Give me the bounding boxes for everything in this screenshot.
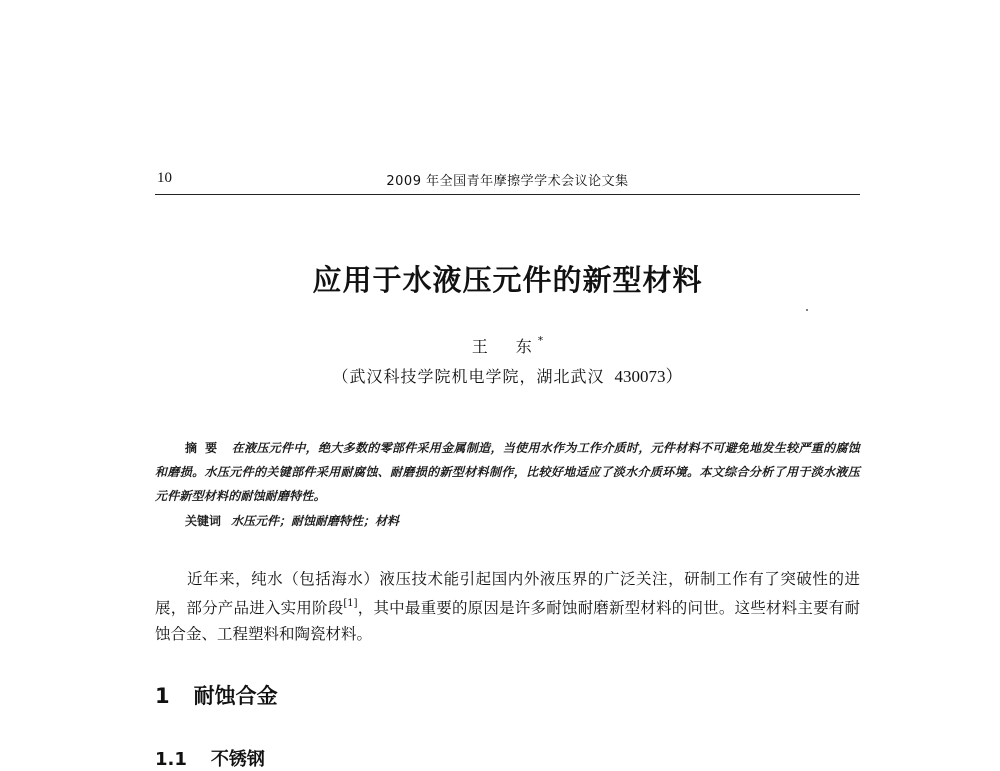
abstract <box>155 436 860 508</box>
author-footnote-mark: * <box>537 333 544 347</box>
reference-citation: [1] <box>343 598 358 609</box>
section-1-1-title: 不锈钢 <box>210 749 265 770</box>
zip-code: 430073） <box>614 367 683 386</box>
page-number: 10 <box>157 170 172 186</box>
scan-speck <box>806 309 808 311</box>
intro-text-part2: ，其中最重要的原因是许多耐蚀耐磨新型材料的问世。这些材料主要有耐蚀合金、工程塑料和陶瓷材料。 <box>155 599 860 644</box>
journal-title: 2009 年全国青年摩擦学学术会议论文集 <box>386 174 629 189</box>
affiliation-text: （武汉科技学院机电学院，湖北武汉 <box>332 367 605 386</box>
intro-text-part1: 近年来，纯水（包括海水）液压技术能引起国内外液压界的广泛关注，研制工作有了突破性的进展，部分产品进入实用阶段 <box>155 570 860 618</box>
section-1-1-number: 1.1 <box>155 749 187 770</box>
keywords <box>185 509 860 533</box>
section-1-title: 耐蚀合金 <box>193 684 278 708</box>
section-heading-1-1 <box>155 745 265 771</box>
abstract-label: 摘要 <box>185 441 226 455</box>
intro-paragraph <box>155 566 860 647</box>
keywords-label: 关键词 <box>185 514 222 528</box>
section-heading-1 <box>155 680 278 710</box>
keywords-text: 水压元件；耐蚀耐磨特性；材料 <box>231 514 400 528</box>
author-name: 王 东 <box>471 337 538 356</box>
affiliation <box>155 362 860 387</box>
section-1-number: 1 <box>155 684 170 708</box>
running-head <box>155 168 860 195</box>
author-line <box>155 334 860 357</box>
paper-title: 应用于水液压元件的新型材料 <box>312 263 703 297</box>
abstract-text: 在液压元件中，绝大多数的零部件采用金属制造，当使用水作为工作介质时，元件材料不可避免地发生较严重的腐蚀和磨损。水压元件的关键部件采用耐腐蚀、耐磨损的新型材料制作，比较好地适应了淡水介质环境。本文综合分析了用于淡水液压元件新型材料的耐蚀耐磨特性。 <box>155 441 860 503</box>
